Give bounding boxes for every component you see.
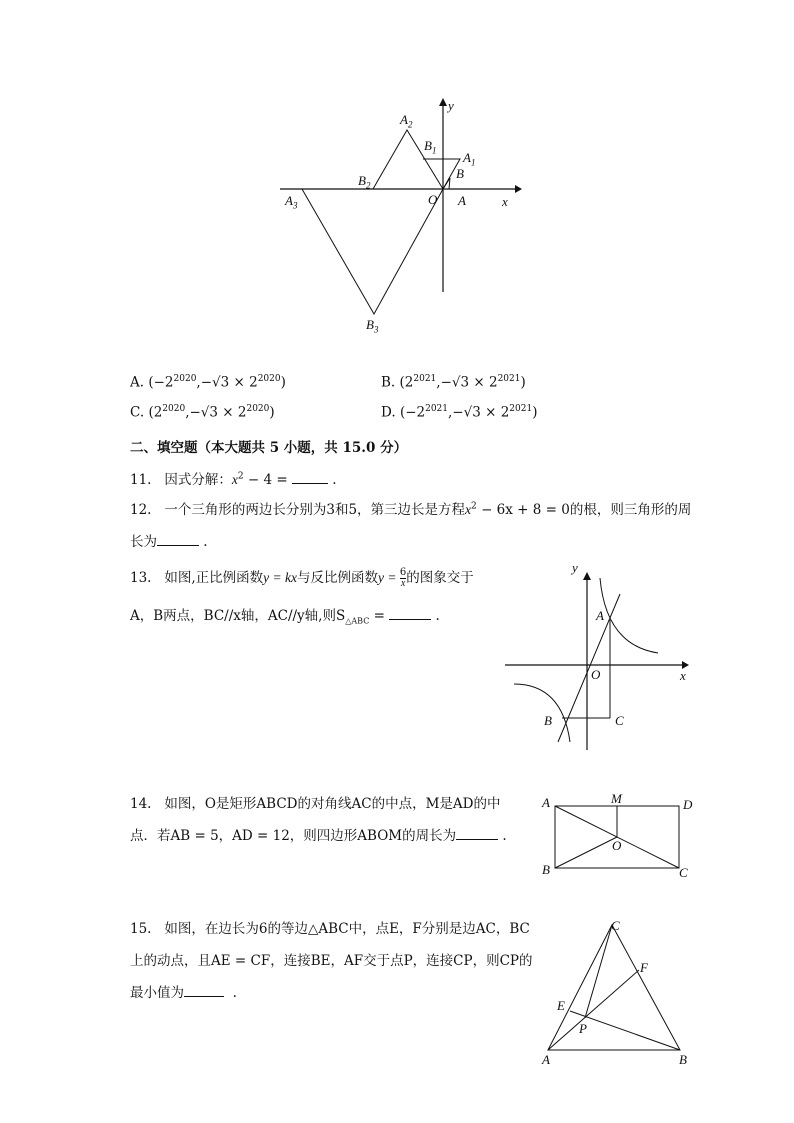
q10-x-arrow [515, 185, 522, 193]
q10-label-B: B [456, 166, 464, 181]
question-15-line-2: 上的动点，且AE = CF，连接BE，AF交于点P，连接CP，则CP的 [130, 953, 533, 969]
q10-label-A1: $A_1$ [463, 150, 476, 168]
q10-label-B1: $B_1$ [424, 138, 437, 156]
q15-figure [536, 915, 706, 1073]
q10-y-arrow [439, 98, 447, 106]
q10-label-y: y [448, 98, 454, 113]
q10-label-A2: $A_2$ [400, 112, 413, 130]
q13-answer-blank[interactable] [389, 607, 431, 620]
q12-answer-blank[interactable] [157, 533, 199, 546]
q12-number: 12. [130, 502, 152, 518]
q10-label-A3: $A_3$ [285, 193, 298, 211]
q15-triangle-ABC [548, 925, 680, 1050]
q10-option-a[interactable]: A. $(-2^{2020},-√3 \times 2^{2020})$ [130, 374, 286, 391]
q10-label-B2: $B_2$ [358, 173, 371, 191]
q11-answer-blank[interactable] [292, 471, 328, 484]
question-13-line-2: A，B两点，BC//x轴，AC//y轴,则$S_{\triangle ABC}$ = . [130, 608, 440, 626]
q15-number: 15. [130, 921, 152, 937]
q10-label-A: A [458, 193, 466, 208]
q13-number: 13. [130, 570, 152, 586]
q10-figure [270, 90, 530, 340]
q15-label-B: B [679, 1052, 687, 1067]
question-14-line-1: 14. 如图，O是矩形ABCD的对角线AC的中点，M是AD的中 [130, 796, 501, 812]
question-12-line-1: 12. 一个三角形的两边长分别为3和5，第三边长是方程$x^2 - 6x + 8 = 0$的根，则三角形的周 [130, 501, 692, 518]
q13-figure-svg [500, 560, 700, 755]
q10-option-b[interactable]: B. $(2^{2021},-√3 \times 2^{2021})$ [381, 374, 526, 391]
section-2-heading: 二、填空题（本大题共 5 小题，共 15.0 分） [130, 440, 408, 456]
q14-answer-blank[interactable] [456, 827, 498, 840]
q10-option-c[interactable]: C. $(2^{2020},-√3 \times 2^{2020})$ [130, 404, 275, 421]
question-13-line-1: 13. 如图,正比例函数y = kx与反比例函数y = $\frac{6}{x}$ 的图象交于 [130, 567, 474, 589]
q10-label-x: x [502, 194, 508, 209]
q13-label-A: A [596, 608, 604, 623]
q13-label-B: B [544, 713, 552, 728]
q14-label-C: C [679, 865, 688, 880]
q14-label-A: A [542, 795, 550, 810]
q15-label-P: P [579, 1021, 587, 1036]
q15-segment-CP [585, 925, 612, 1018]
q14-segment-BO [555, 837, 617, 868]
q14-label-O: O [612, 838, 622, 853]
q10-option-d[interactable]: D. $(-2^{2021},-√3 \times 2^{2021})$ [381, 404, 538, 421]
q15-figure-svg [536, 915, 706, 1073]
q13-label-O: O [591, 667, 601, 682]
q13-hyperbola-upper [600, 578, 658, 653]
q10-triangle-OA1B1 [423, 159, 460, 189]
question-15-line-3: 最小值为 . [130, 985, 237, 1001]
question-12-line-2: 长为 . [130, 534, 208, 550]
q13-line-ykx [558, 594, 620, 742]
question-11: 11. 因式分解：$x^2 - 4$ = . [130, 471, 337, 488]
q10-triangle-OA3B3 [302, 189, 443, 314]
question-15-line-1: 15. 如图，在边长为6的等边△ABC中，点E，F分别是边AC，BC [130, 921, 530, 937]
q15-label-F: F [640, 960, 648, 975]
q15-label-A: A [542, 1052, 550, 1067]
question-14-line-2: 点．若AB = 5，AD = 12，则四边形ABOM的周长为 . [130, 828, 507, 844]
q13-figure [500, 560, 700, 755]
q15-label-C: C [611, 918, 620, 933]
q11-number: 11. [130, 472, 152, 488]
q13-label-C: C [615, 713, 624, 728]
q15-label-E: E [557, 998, 565, 1013]
q14-figure [536, 788, 706, 880]
q10-label-B3: $B_3$ [366, 317, 379, 335]
q14-label-D: D [683, 797, 693, 812]
q14-number: 14. [130, 796, 152, 812]
q14-label-B: B [542, 862, 550, 877]
q13-label-x: x [680, 668, 686, 683]
q13-label-y: y [572, 560, 578, 575]
q15-answer-blank[interactable] [184, 984, 224, 997]
q13-y-arrow [583, 572, 591, 580]
q14-label-M: M [611, 791, 622, 806]
q10-label-O: O [428, 192, 438, 207]
